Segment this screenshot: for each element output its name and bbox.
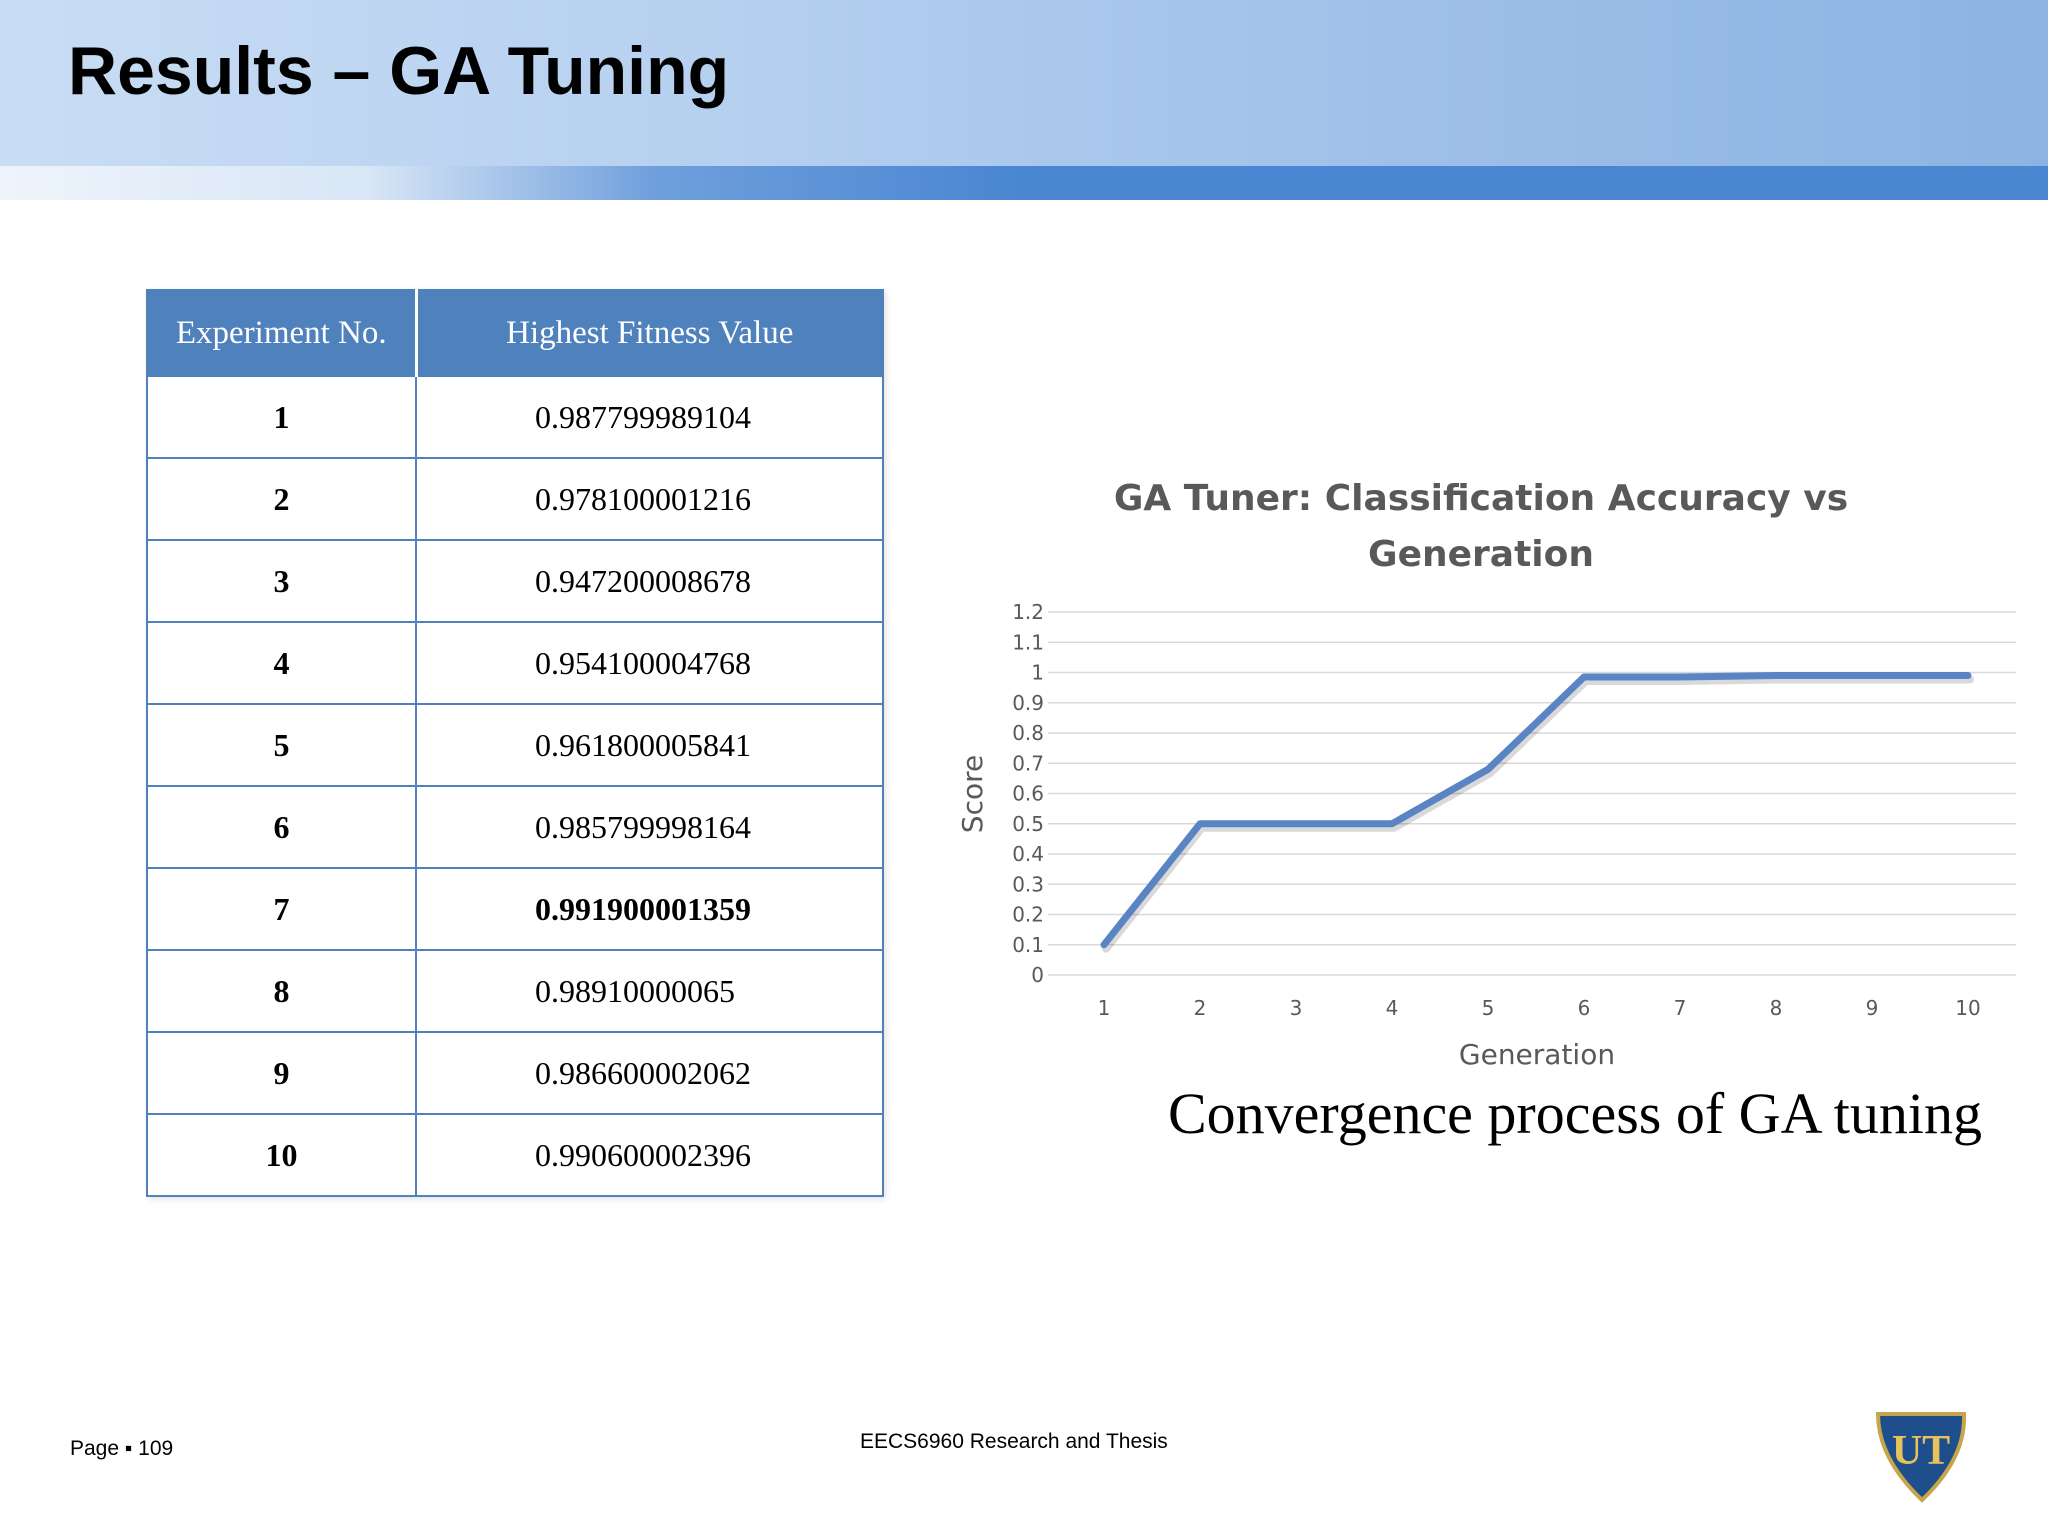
table-body (147, 376, 883, 1196)
x-tick-label: 10 (1955, 996, 1981, 1020)
table-row (147, 950, 883, 1032)
fitness-value-cell: 0.98910000065 (416, 950, 883, 1032)
fitness-value-cell: 0.986600002062 (416, 1032, 883, 1114)
table-row (147, 1032, 883, 1114)
header-stripe (0, 166, 2048, 200)
fitness-value-cell: 0.991900001359 (416, 868, 883, 950)
fitness-table (146, 289, 884, 1197)
x-tick-label: 9 (1865, 996, 1879, 1020)
table-row (147, 458, 883, 540)
experiment-number-cell: 1 (147, 376, 416, 458)
experiment-number-cell: 10 (147, 1114, 416, 1196)
table-header-row (147, 290, 883, 376)
experiment-number-cell: 4 (147, 622, 416, 704)
chart-caption: Convergence process of GA tuning (1168, 1081, 1982, 1146)
y-tick-label: 0.2 (1012, 902, 1044, 927)
y-tick-label: 0.4 (1012, 842, 1044, 866)
table-row (147, 540, 883, 622)
page-number: Page ▪ 109 (70, 1437, 174, 1460)
logo-text: UT (1891, 1428, 1951, 1474)
university-logo (1872, 1406, 1982, 1506)
table-row (147, 622, 883, 704)
x-tick-label: 1 (1097, 996, 1111, 1020)
x-tick-label: 7 (1673, 996, 1687, 1020)
chart-title-line: GA Tuner: Classification Accuracy vs (1113, 478, 1849, 519)
y-axis-label: Score (956, 754, 989, 834)
column-header-fitness: Highest Fitness Value (416, 290, 883, 376)
fitness-value-cell: 0.947200008678 (416, 540, 883, 622)
y-tick-label: 1 (1031, 660, 1044, 685)
y-tick-label: 0.3 (1012, 872, 1044, 897)
convergence-chart (940, 460, 2020, 1080)
y-tick-label: 0.1 (1012, 932, 1044, 957)
table-row (147, 786, 883, 868)
table-row (147, 376, 883, 458)
y-tick-label: 0.9 (1012, 690, 1044, 715)
x-tick-label: 5 (1481, 996, 1495, 1020)
column-header-experiment: Experiment No. (147, 290, 416, 376)
series-line (1104, 676, 1968, 945)
table-row (147, 1114, 883, 1196)
experiment-number-cell: 3 (147, 540, 416, 622)
y-tick-label: 1.2 (1012, 600, 1044, 624)
y-tick-label: 0.7 (1012, 751, 1044, 776)
x-tick-label: 2 (1193, 996, 1207, 1020)
y-tick-label: 1.1 (1012, 630, 1044, 655)
y-tick-label: 0 (1031, 963, 1044, 987)
experiment-number-cell: 8 (147, 950, 416, 1032)
y-tick-label: 0.5 (1012, 811, 1044, 836)
fitness-value-cell: 0.985799998164 (416, 786, 883, 868)
fitness-value-cell: 0.954100004768 (416, 622, 883, 704)
experiment-number-cell: 6 (147, 786, 416, 868)
x-axis-label: Generation (1458, 1038, 1616, 1071)
y-tick-label: 0.8 (1012, 721, 1044, 745)
page-title: Results – GA Tuning (68, 33, 730, 109)
experiment-number-cell: 2 (147, 458, 416, 540)
experiment-number-cell: 7 (147, 868, 416, 950)
fitness-value-cell: 0.987799989104 (416, 376, 883, 458)
fitness-value-cell: 0.990600002396 (416, 1114, 883, 1196)
fitness-value-cell: 0.961800005841 (416, 704, 883, 786)
table-row (147, 704, 883, 786)
x-tick-label: 3 (1289, 996, 1303, 1020)
x-tick-label: 8 (1769, 996, 1783, 1020)
x-tick-label: 4 (1385, 996, 1399, 1020)
fitness-value-cell: 0.978100001216 (416, 458, 883, 540)
y-tick-label: 0.6 (1012, 781, 1044, 806)
course-name: EECS6960 Research and Thesis (860, 1430, 1168, 1453)
table-row (147, 868, 883, 950)
chart-title-line: Generation (1368, 534, 1594, 575)
experiment-number-cell: 9 (147, 1032, 416, 1114)
x-tick-label: 6 (1577, 996, 1591, 1020)
experiment-number-cell: 5 (147, 704, 416, 786)
